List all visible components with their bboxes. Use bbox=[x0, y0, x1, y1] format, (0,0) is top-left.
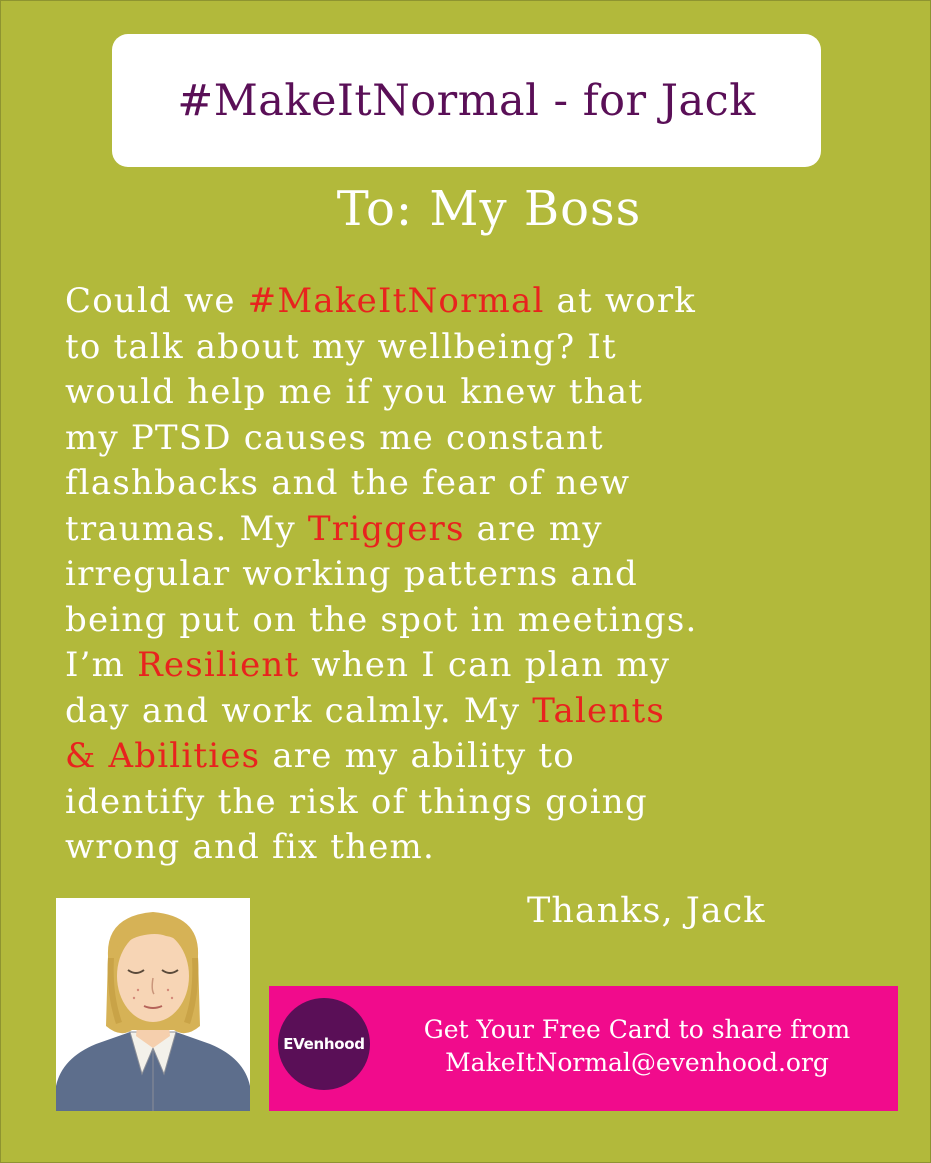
message-text: my PTSD causes me constant bbox=[65, 417, 604, 458]
highlight-keyword: Resilient bbox=[137, 645, 300, 685]
message-line bbox=[65, 279, 905, 325]
message-line bbox=[65, 461, 905, 507]
message-text: are my bbox=[464, 508, 603, 549]
logo-text: EVenhood bbox=[283, 1035, 365, 1053]
message-text: identify the risk of things going bbox=[65, 781, 648, 822]
message-line bbox=[65, 325, 905, 371]
message-text: Could we bbox=[65, 281, 248, 321]
highlight-keyword: Triggers bbox=[307, 508, 465, 549]
evenhood-logo bbox=[278, 998, 370, 1090]
message-text: at work bbox=[544, 281, 697, 321]
highlight-keyword: #MakeItNormal bbox=[247, 281, 545, 321]
message-line bbox=[65, 507, 905, 553]
avatar-illustration bbox=[56, 898, 250, 1111]
message-text: I’m bbox=[65, 645, 138, 685]
message-text: are my ability to bbox=[260, 736, 575, 776]
message-text: irregular working patterns and bbox=[65, 554, 638, 594]
message-text: flashbacks and the fear of new bbox=[65, 463, 631, 503]
highlight-keyword: Talents bbox=[532, 690, 665, 731]
message-text: day and work calmly. My bbox=[65, 690, 533, 731]
message-text: wrong and fix them. bbox=[65, 827, 436, 867]
message-line bbox=[65, 825, 905, 871]
message-line bbox=[65, 734, 905, 780]
message-line bbox=[65, 598, 905, 644]
cta-line-1: Get Your Free Card to share from bbox=[423, 1015, 851, 1044]
cta-banner[interactable] bbox=[269, 986, 898, 1111]
message-line bbox=[65, 689, 905, 735]
page-title: #MakeItNormal - for Jack bbox=[177, 75, 756, 126]
signoff: Thanks, Jack bbox=[527, 891, 766, 931]
highlight-keyword: & Abilities bbox=[65, 736, 261, 776]
message-body bbox=[65, 279, 905, 871]
cta-email-link[interactable]: MakeItNormal@evenhood.org bbox=[445, 1048, 829, 1077]
message-line bbox=[65, 552, 905, 598]
message-text: to talk about my wellbeing? It bbox=[65, 326, 617, 367]
message-text: traumas. My bbox=[65, 508, 308, 549]
message-text: being put on the spot in meetings. bbox=[65, 599, 698, 640]
cta-text bbox=[382, 1013, 892, 1079]
message-line bbox=[65, 370, 905, 416]
message-line bbox=[65, 780, 905, 826]
message-line bbox=[65, 643, 905, 689]
message-text: would help me if you knew that bbox=[65, 372, 644, 412]
title-banner bbox=[112, 34, 821, 167]
recipient-line: To: My Boss bbox=[336, 181, 642, 237]
message-line bbox=[65, 416, 905, 462]
message-text: when I can plan my bbox=[299, 645, 671, 685]
